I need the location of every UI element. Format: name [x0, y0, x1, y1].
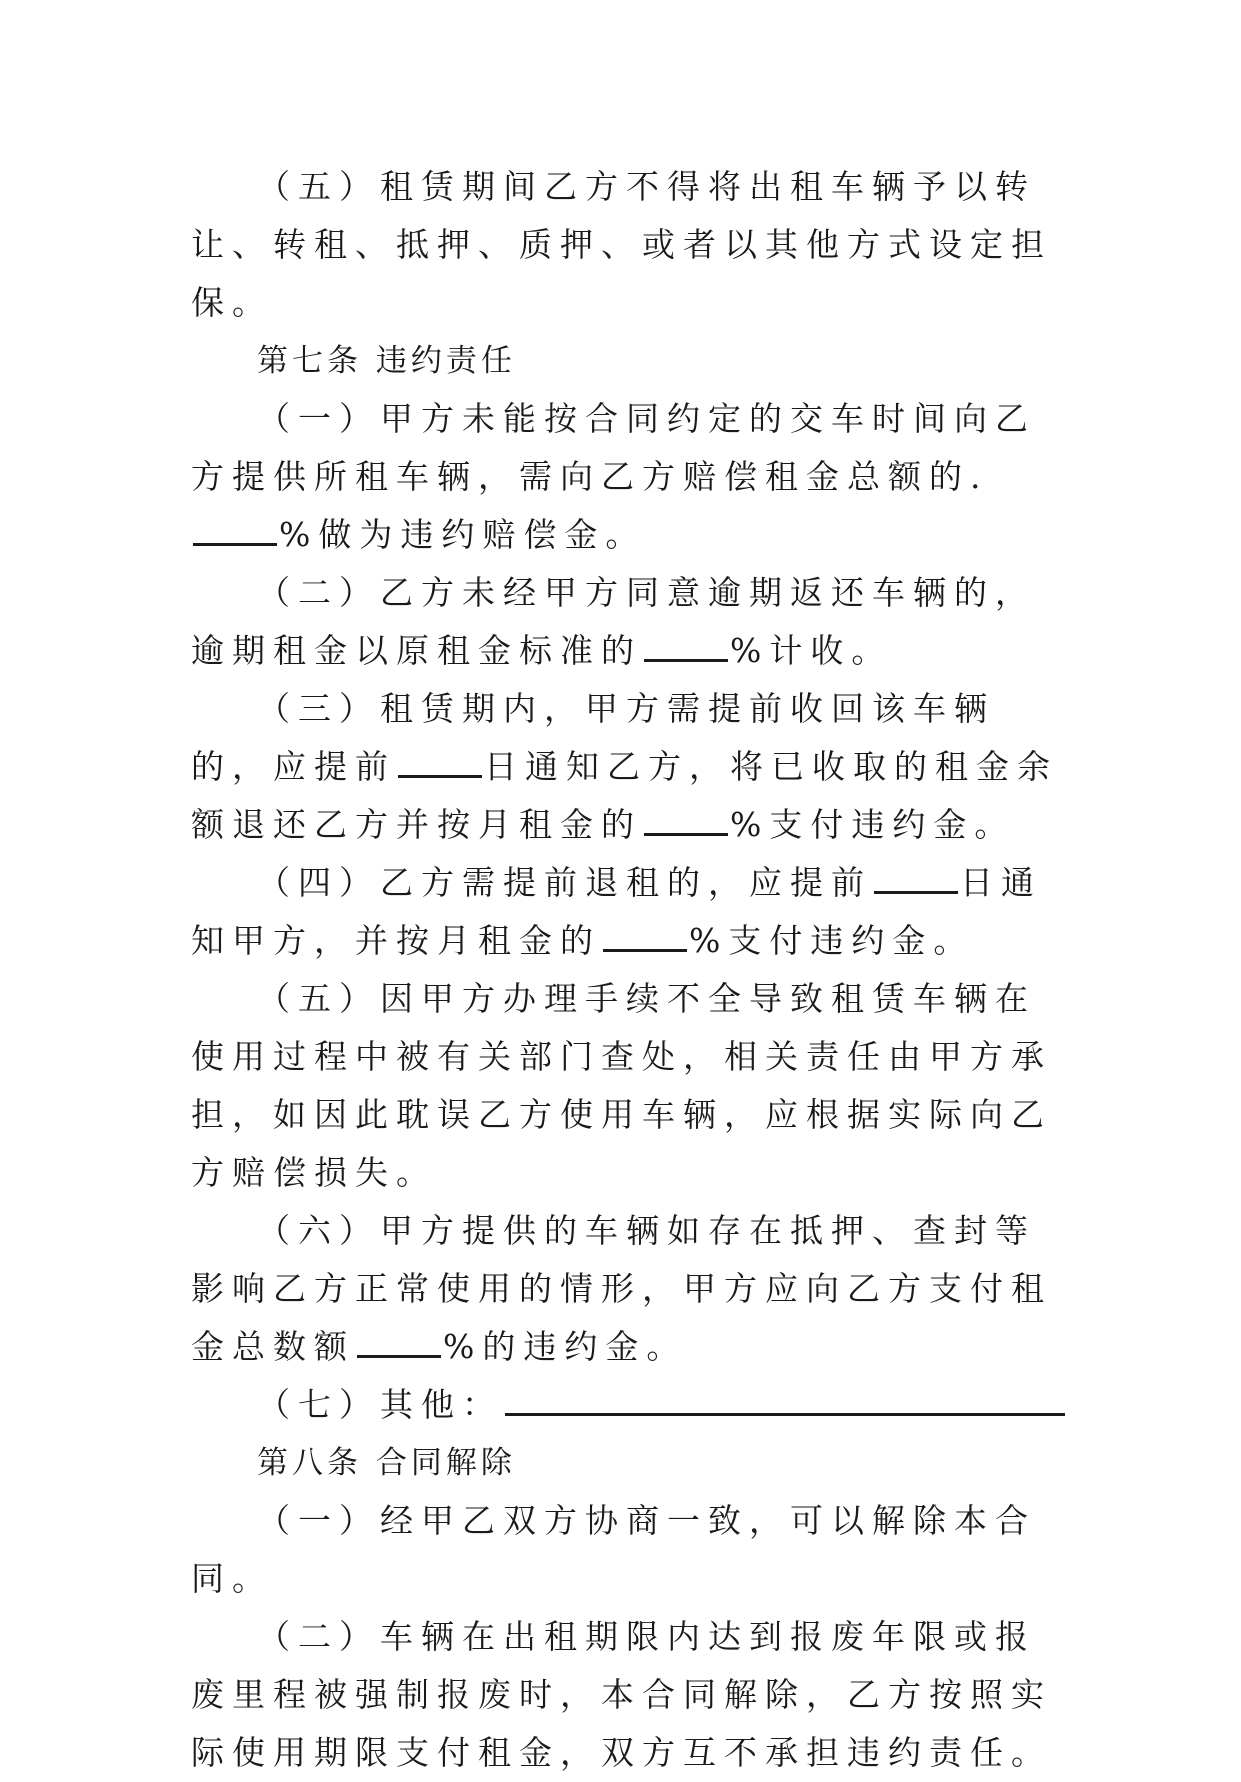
clause-text: %支付违约金。 [730, 805, 1016, 844]
clause-text: （五）因甲方办理手续不全导致租赁车辆在使用过程中被有关部门查处，相关责任由甲方承担，如因此耽误乙方使用车辆，应根据实际向乙方赔偿损失。 [191, 979, 1052, 1192]
fill-blank [644, 633, 728, 662]
clause-7-4 [191, 854, 1071, 970]
document-page [191, 158, 1071, 1782]
clause-text: （四）乙方需提前退租的，应提前 [257, 863, 872, 902]
fill-blank [398, 749, 482, 778]
clause-8-1 [191, 1492, 1071, 1608]
clause-7-7 [191, 1376, 1071, 1434]
fill-blank [644, 807, 728, 836]
clause-text: （一）甲方未能按合同约定的交车时间向乙方提供所租车辆，需向乙方赔偿租金总额的. [191, 399, 1036, 496]
clause-text: 日通知乙方，将已收取的租金余额退还乙方并按月租金的 [191, 747, 1058, 844]
clause-text: （六）甲方提供的车辆如存在抵押、查封等影响乙方正常使用的情形，甲方应向乙方支付租金总数额 [191, 1211, 1052, 1366]
clause-text: %的违约金。 [443, 1327, 688, 1366]
clause-text: %支付违约金。 [689, 921, 975, 960]
clause-7-6 [191, 1202, 1071, 1376]
clause-6-5 [191, 158, 1071, 332]
clause-8-2 [191, 1608, 1071, 1782]
clause-text: %做为违约赔偿金。 [279, 515, 647, 554]
article-8-heading: 第八条 合同解除 [257, 1445, 516, 1481]
fill-blank [603, 923, 687, 952]
clause-text: （七）其他： [257, 1385, 503, 1424]
fill-blank [357, 1329, 441, 1358]
clause-7-5 [191, 970, 1071, 1202]
clause-text: （二）车辆在出租期限内达到报废年限或报废里程被强制报废时，本合同解除，乙方按照实际使用期限支付租金，双方互不承担违约责任。 [191, 1617, 1052, 1772]
clause-7-3 [191, 680, 1071, 854]
fill-blank-long [505, 1387, 1065, 1416]
fill-blank [193, 517, 277, 546]
clause-text: （一）经甲乙双方协商一致，可以解除本合同。 [191, 1501, 1036, 1598]
clause-text: （三）租赁期内，甲方需提前收回该车辆的，应提前 [191, 689, 995, 786]
article-7-heading: 第七条 违约责任 [257, 343, 516, 379]
clause-7-2 [191, 564, 1071, 680]
clause-7-1 [191, 390, 1071, 564]
clause-text: 日通知甲方，并按月租金的 [191, 863, 1042, 960]
clause-text: %计收。 [730, 631, 893, 670]
fill-blank [874, 865, 958, 894]
clause-text: （二）乙方未经甲方同意逾期返还车辆的，逾期租金以原租金标准的 [191, 573, 1036, 670]
clause-text: （五）租赁期间乙方不得将出租车辆予以转让、转租、抵押、质押、或者以其他方式设定担保。 [191, 167, 1052, 322]
